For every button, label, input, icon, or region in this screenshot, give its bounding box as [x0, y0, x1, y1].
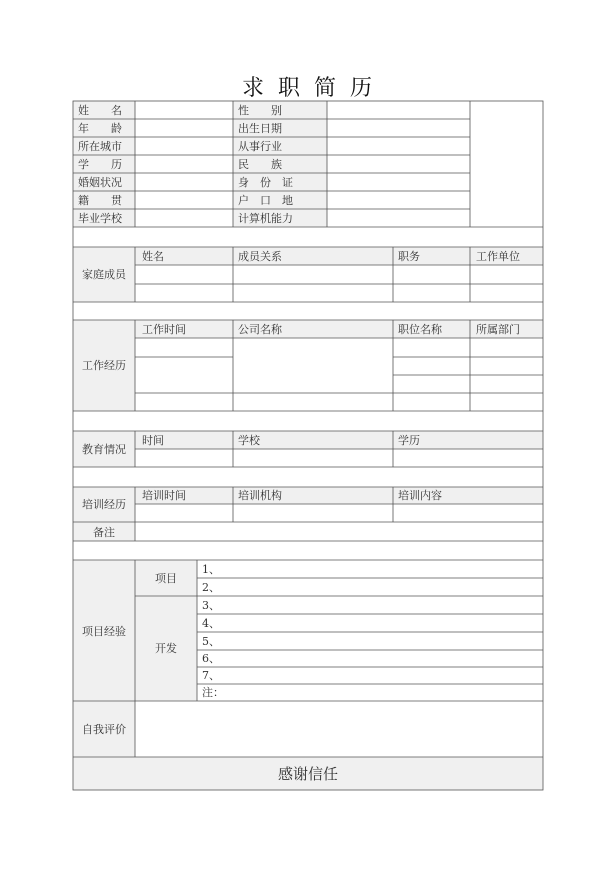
work-header-title: 职位名称 [398, 323, 442, 336]
label-city: 所在城市 [78, 140, 122, 153]
education-header-time: 时间 [142, 434, 164, 447]
education-label: 教育情况 [82, 443, 126, 456]
project-item-7: 7、 [202, 669, 220, 682]
label-id-card: 身 份 证 [238, 176, 293, 189]
work-header-company: 公司名称 [238, 323, 282, 336]
project-item-1: 1、 [202, 563, 220, 576]
label-name: 姓 名 [78, 104, 122, 117]
label-birthdate: 出生日期 [238, 122, 282, 135]
training-label: 培训经历 [82, 498, 126, 511]
family-header-position: 职务 [398, 250, 420, 263]
education-header-degree: 学历 [398, 434, 420, 447]
training-header-time: 培训时间 [142, 489, 186, 502]
work-header-department: 所属部门 [476, 323, 520, 336]
label-degree: 学 历 [78, 158, 122, 171]
footer-thanks: 感谢信任 [277, 765, 339, 783]
family-header-name: 姓名 [142, 250, 164, 263]
label-age: 年 龄 [78, 122, 122, 135]
label-ethnicity: 民 族 [238, 158, 282, 171]
work-header-time: 工作时间 [142, 323, 186, 336]
family-label: 家庭成员 [82, 268, 126, 281]
family-header-relation: 成员关系 [238, 250, 282, 263]
projects-group-project: 项目 [155, 572, 177, 585]
education-header-school: 学校 [238, 434, 260, 447]
project-item-2: 2、 [202, 581, 220, 594]
resume-title: 求职简历 [241, 76, 386, 101]
project-note: 注： [202, 686, 224, 699]
label-marital: 婚姻状况 [78, 176, 122, 189]
project-item-4: 4、 [202, 617, 220, 630]
project-item-3: 3、 [202, 599, 220, 612]
projects-label: 项目经验 [82, 625, 126, 638]
training-header-content: 培训内容 [398, 489, 442, 502]
label-hukou: 户 口 地 [238, 194, 293, 207]
project-item-6: 6、 [202, 652, 220, 665]
project-item-5: 5、 [202, 635, 220, 648]
label-gender: 性 别 [238, 104, 282, 117]
work-label: 工作经历 [82, 359, 126, 372]
projects-group-development: 开发 [155, 642, 177, 655]
self-eval-label: 自我评价 [82, 723, 126, 736]
family-header-employer: 工作单位 [476, 250, 520, 263]
remarks-label: 备注 [93, 526, 115, 539]
label-computer-skill: 计算机能力 [238, 212, 293, 225]
label-industry: 从事行业 [238, 140, 282, 153]
training-header-institution: 培训机构 [238, 489, 282, 502]
label-native-place: 籍 贯 [78, 194, 122, 207]
label-school: 毕业学校 [78, 212, 122, 225]
